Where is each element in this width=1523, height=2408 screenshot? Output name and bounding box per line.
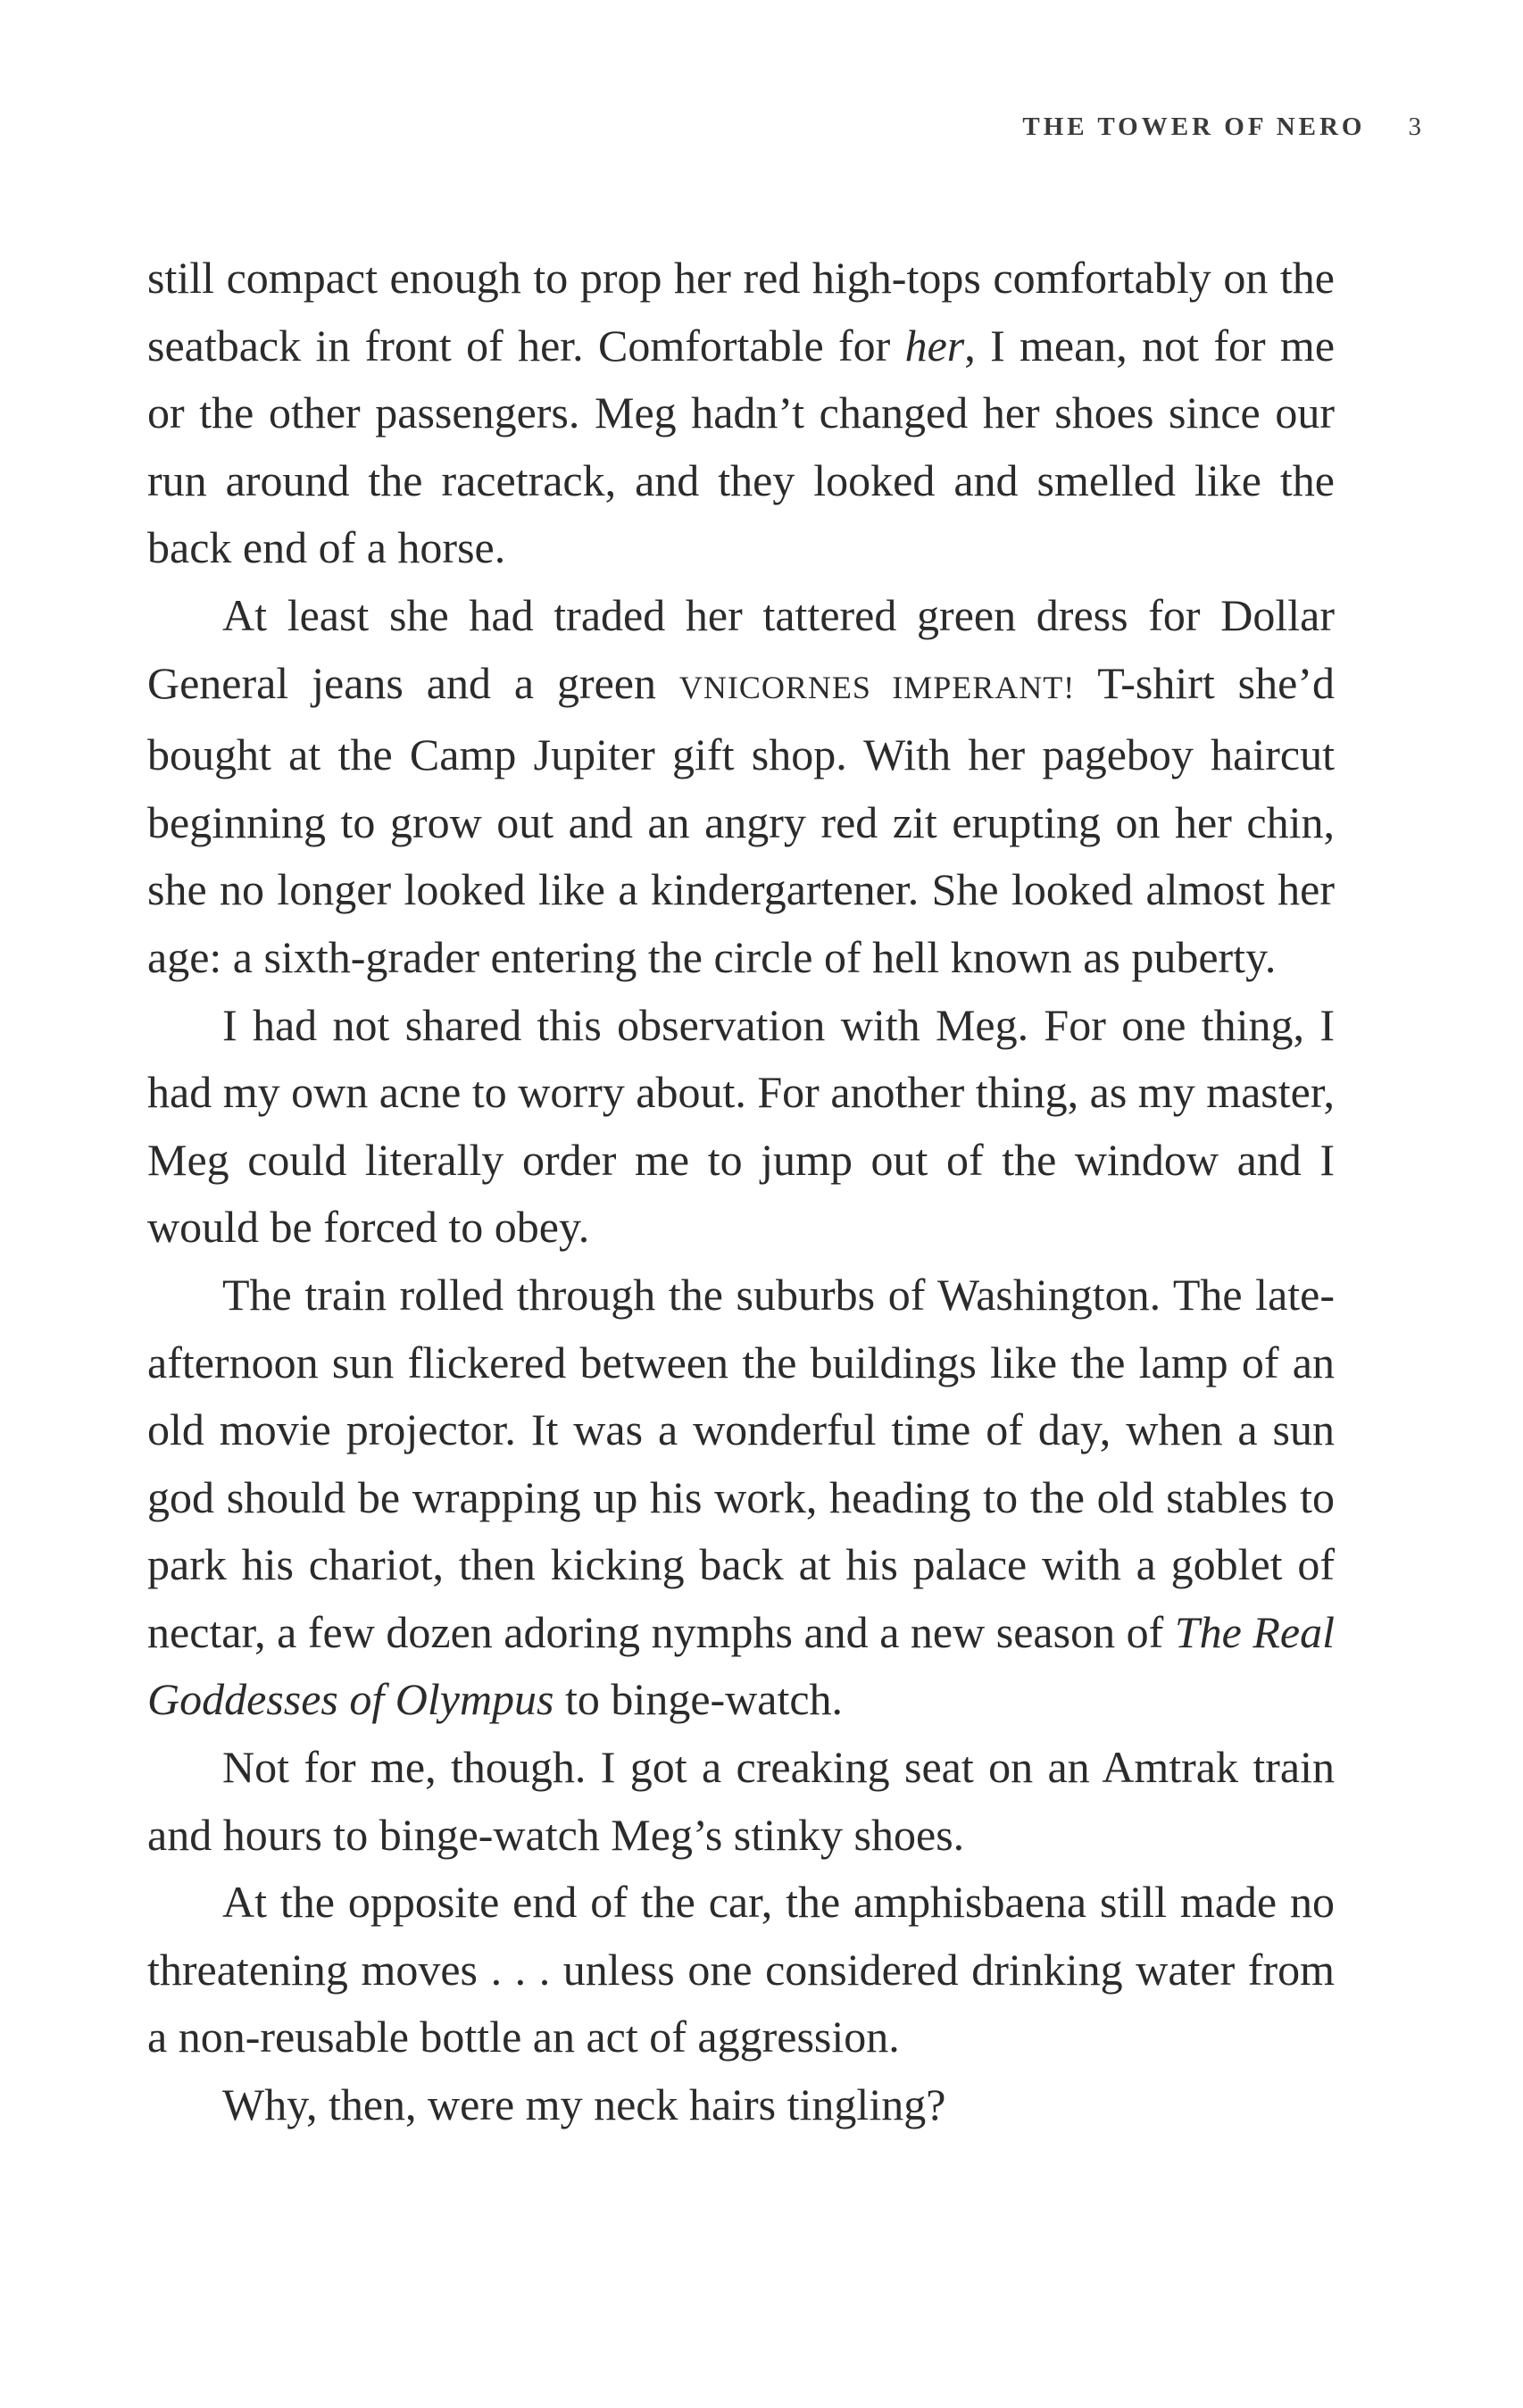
paragraph-4: [147, 1262, 1335, 1734]
paragraph-2-text-a: At least she had traded her tattered green dress for Dollar General jeans and a green: [147, 589, 1335, 708]
paragraph-1-italic-her: her: [904, 320, 965, 371]
show-title: The Real Goddesses of Olympus: [147, 1606, 1335, 1725]
body-text: [147, 245, 1335, 2139]
paragraph-4-text-c: to binge-watch.: [553, 1674, 844, 1725]
paragraph-3: I had not shared this observation with Meg. For one thing, I had my own acne to worry about. For another thing, as my master, Meg could literally order me to jump out of the window and I would be forced to obey.: [147, 999, 1335, 1253]
paragraph-1: [147, 245, 1335, 582]
paragraph-6: At the opposite end of the car, the amphisbaena still made no threatening moves . . . unless one considered drinking water from a non-reusable bottle an act of aggression.: [147, 1877, 1335, 2062]
paragraph-4-text-a: The train rolled through the suburbs of Washington. The late-afternoon sun flickered between the buildings like the lamp of an old movie projector. It was a wonderful time of day, when a sun god should be wrapping up his work, heading to the old stables to park his chariot, then kicking back at his palace with a goblet of nectar, a few dozen adoring nymphs and a new season of: [147, 1269, 1335, 1657]
page-number: 3: [1408, 112, 1421, 141]
paragraph-2: [147, 582, 1335, 992]
tshirt-slogan: VNICORNES IMPERANT!: [678, 669, 1076, 705]
paragraph-7: Why, then, were my neck hairs tingling?: [222, 2079, 946, 2130]
running-head: [618, 112, 1421, 148]
paragraph-2-text-c: T-shirt she’d bought at the Camp Jupiter gift shop. With her pageboy haircut beginning to grow out and an angry red zit erupting on her chin, she no longer looked like a kindergartener. She looked almost her age: a sixth-grader entering the circle of hell known as puberty.: [147, 657, 1335, 982]
running-head-title: THE TOWER OF NERO: [1022, 112, 1366, 141]
paragraph-1-text-a: still compact enough to prop her red high-tops comfortably on the seatback in front of her. Comfortable for: [147, 253, 1335, 371]
paragraph-5: Not for me, though. I got a creaking seat on an Amtrak train and hours to binge-watch Meg’s stinky shoes.: [147, 1742, 1335, 1860]
paragraph-1-text-c: , I mean, not for me or the other passengers. Meg hadn’t changed her shoes since our run around the racetrack, and they looked and smelled like the back end of a horse.: [147, 320, 1336, 573]
